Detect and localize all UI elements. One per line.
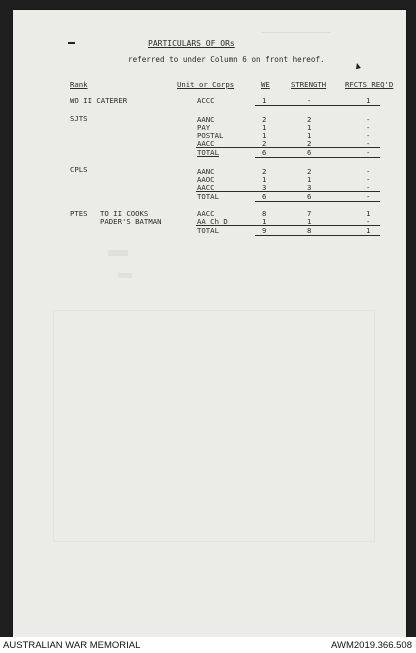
we-total: 6: [262, 148, 267, 157]
show-through-lines: [53, 310, 375, 542]
strength-cell: 2: [307, 139, 312, 148]
rfcts-cell: -: [366, 115, 371, 124]
strength-cell: 1: [307, 131, 312, 140]
show-through-text: [261, 32, 331, 43]
unit-cell: AA Ch D: [197, 217, 228, 226]
strength-cell: 2: [307, 115, 312, 124]
document-subtitle: referred to under Column 6 on front hereof.: [128, 55, 325, 64]
subtotal-rule: [196, 147, 380, 148]
unit-cell: ACCC: [197, 96, 215, 105]
strength-cell: -: [307, 96, 312, 105]
rank-detail: TO II COOKS: [100, 209, 149, 218]
we-cell: 2: [262, 167, 267, 176]
strength-cell: 1: [307, 175, 312, 184]
rfcts-total: -: [366, 192, 371, 201]
we-total: 6: [262, 192, 267, 201]
we-cell: 2: [262, 139, 267, 148]
we-cell: 1: [262, 175, 267, 184]
we-cell: 1: [262, 217, 267, 226]
total-label: TOTAL: [197, 192, 219, 201]
we-cell: 3: [262, 183, 267, 192]
ink-dash: [68, 42, 75, 44]
total-label: TOTAL: [197, 226, 219, 235]
we-cell: 1: [262, 131, 267, 140]
we-cell: 1: [262, 123, 267, 132]
strength-cell: 3: [307, 183, 312, 192]
unit-cell: AACC: [197, 209, 215, 218]
rank-label: CPLS: [70, 165, 88, 174]
strength-cell: 7: [307, 209, 312, 218]
strength-cell: 2: [307, 167, 312, 176]
document-title: PARTICULARS OF ORs: [148, 39, 235, 48]
show-through-mark: [118, 273, 132, 278]
unit-cell: POSTAL: [197, 131, 224, 140]
rank-label: PTES: [70, 209, 88, 218]
subtotal-rule: [196, 225, 380, 226]
we-total: 9: [262, 226, 267, 235]
strength-total: 8: [307, 226, 312, 235]
rfcts-cell: -: [366, 139, 371, 148]
we-cell: 8: [262, 209, 267, 218]
rfcts-cell: 1: [366, 96, 371, 105]
rfcts-cell: -: [366, 217, 371, 226]
total-rule: [255, 235, 380, 236]
strength-total: 6: [307, 148, 312, 157]
rank-detail: PADER'S BATMAN: [100, 217, 162, 226]
unit-cell: AANC: [197, 167, 215, 176]
subtotal-rule: [196, 191, 380, 192]
rfcts-total: 1: [366, 226, 371, 235]
total-label: TOTAL: [197, 148, 219, 157]
rfcts-cell: -: [366, 175, 371, 184]
rfcts-cell: -: [366, 183, 371, 192]
strength-cell: 1: [307, 123, 312, 132]
footer-credit: AUSTRALIAN WAR MEMORIAL: [3, 640, 141, 651]
rank-label: SJTS: [70, 114, 88, 123]
strength-cell: 1: [307, 217, 312, 226]
rfcts-cell: -: [366, 167, 371, 176]
underline-rule: [255, 105, 380, 106]
header-unit: Unit or Corps: [177, 80, 235, 89]
header-we: WE: [261, 80, 270, 89]
rank-label: WO II CATERER: [70, 96, 128, 105]
unit-cell: AACC: [197, 139, 215, 148]
rfcts-cell: 1: [366, 209, 371, 218]
rfcts-total: -: [366, 148, 371, 157]
header-rank: Rank: [70, 80, 88, 89]
rfcts-cell: -: [366, 123, 371, 132]
total-rule: [255, 201, 380, 202]
header-rfcts: RFCTS REQ'D: [345, 80, 394, 89]
ink-mark: [354, 63, 362, 71]
unit-cell: PAY: [197, 123, 211, 132]
unit-cell: AAOC: [197, 175, 215, 184]
unit-cell: AANC: [197, 115, 215, 124]
footer-accession-number: AWM2019.366.508: [331, 640, 412, 651]
strength-total: 6: [307, 192, 312, 201]
header-strength: STRENGTH: [291, 80, 327, 89]
unit-cell: AACC: [197, 183, 215, 192]
rfcts-cell: -: [366, 131, 371, 140]
we-cell: 2: [262, 115, 267, 124]
we-cell: 1: [262, 96, 267, 105]
total-rule: [255, 157, 380, 158]
footer-bar: [0, 637, 416, 653]
show-through-mark: [108, 250, 128, 256]
